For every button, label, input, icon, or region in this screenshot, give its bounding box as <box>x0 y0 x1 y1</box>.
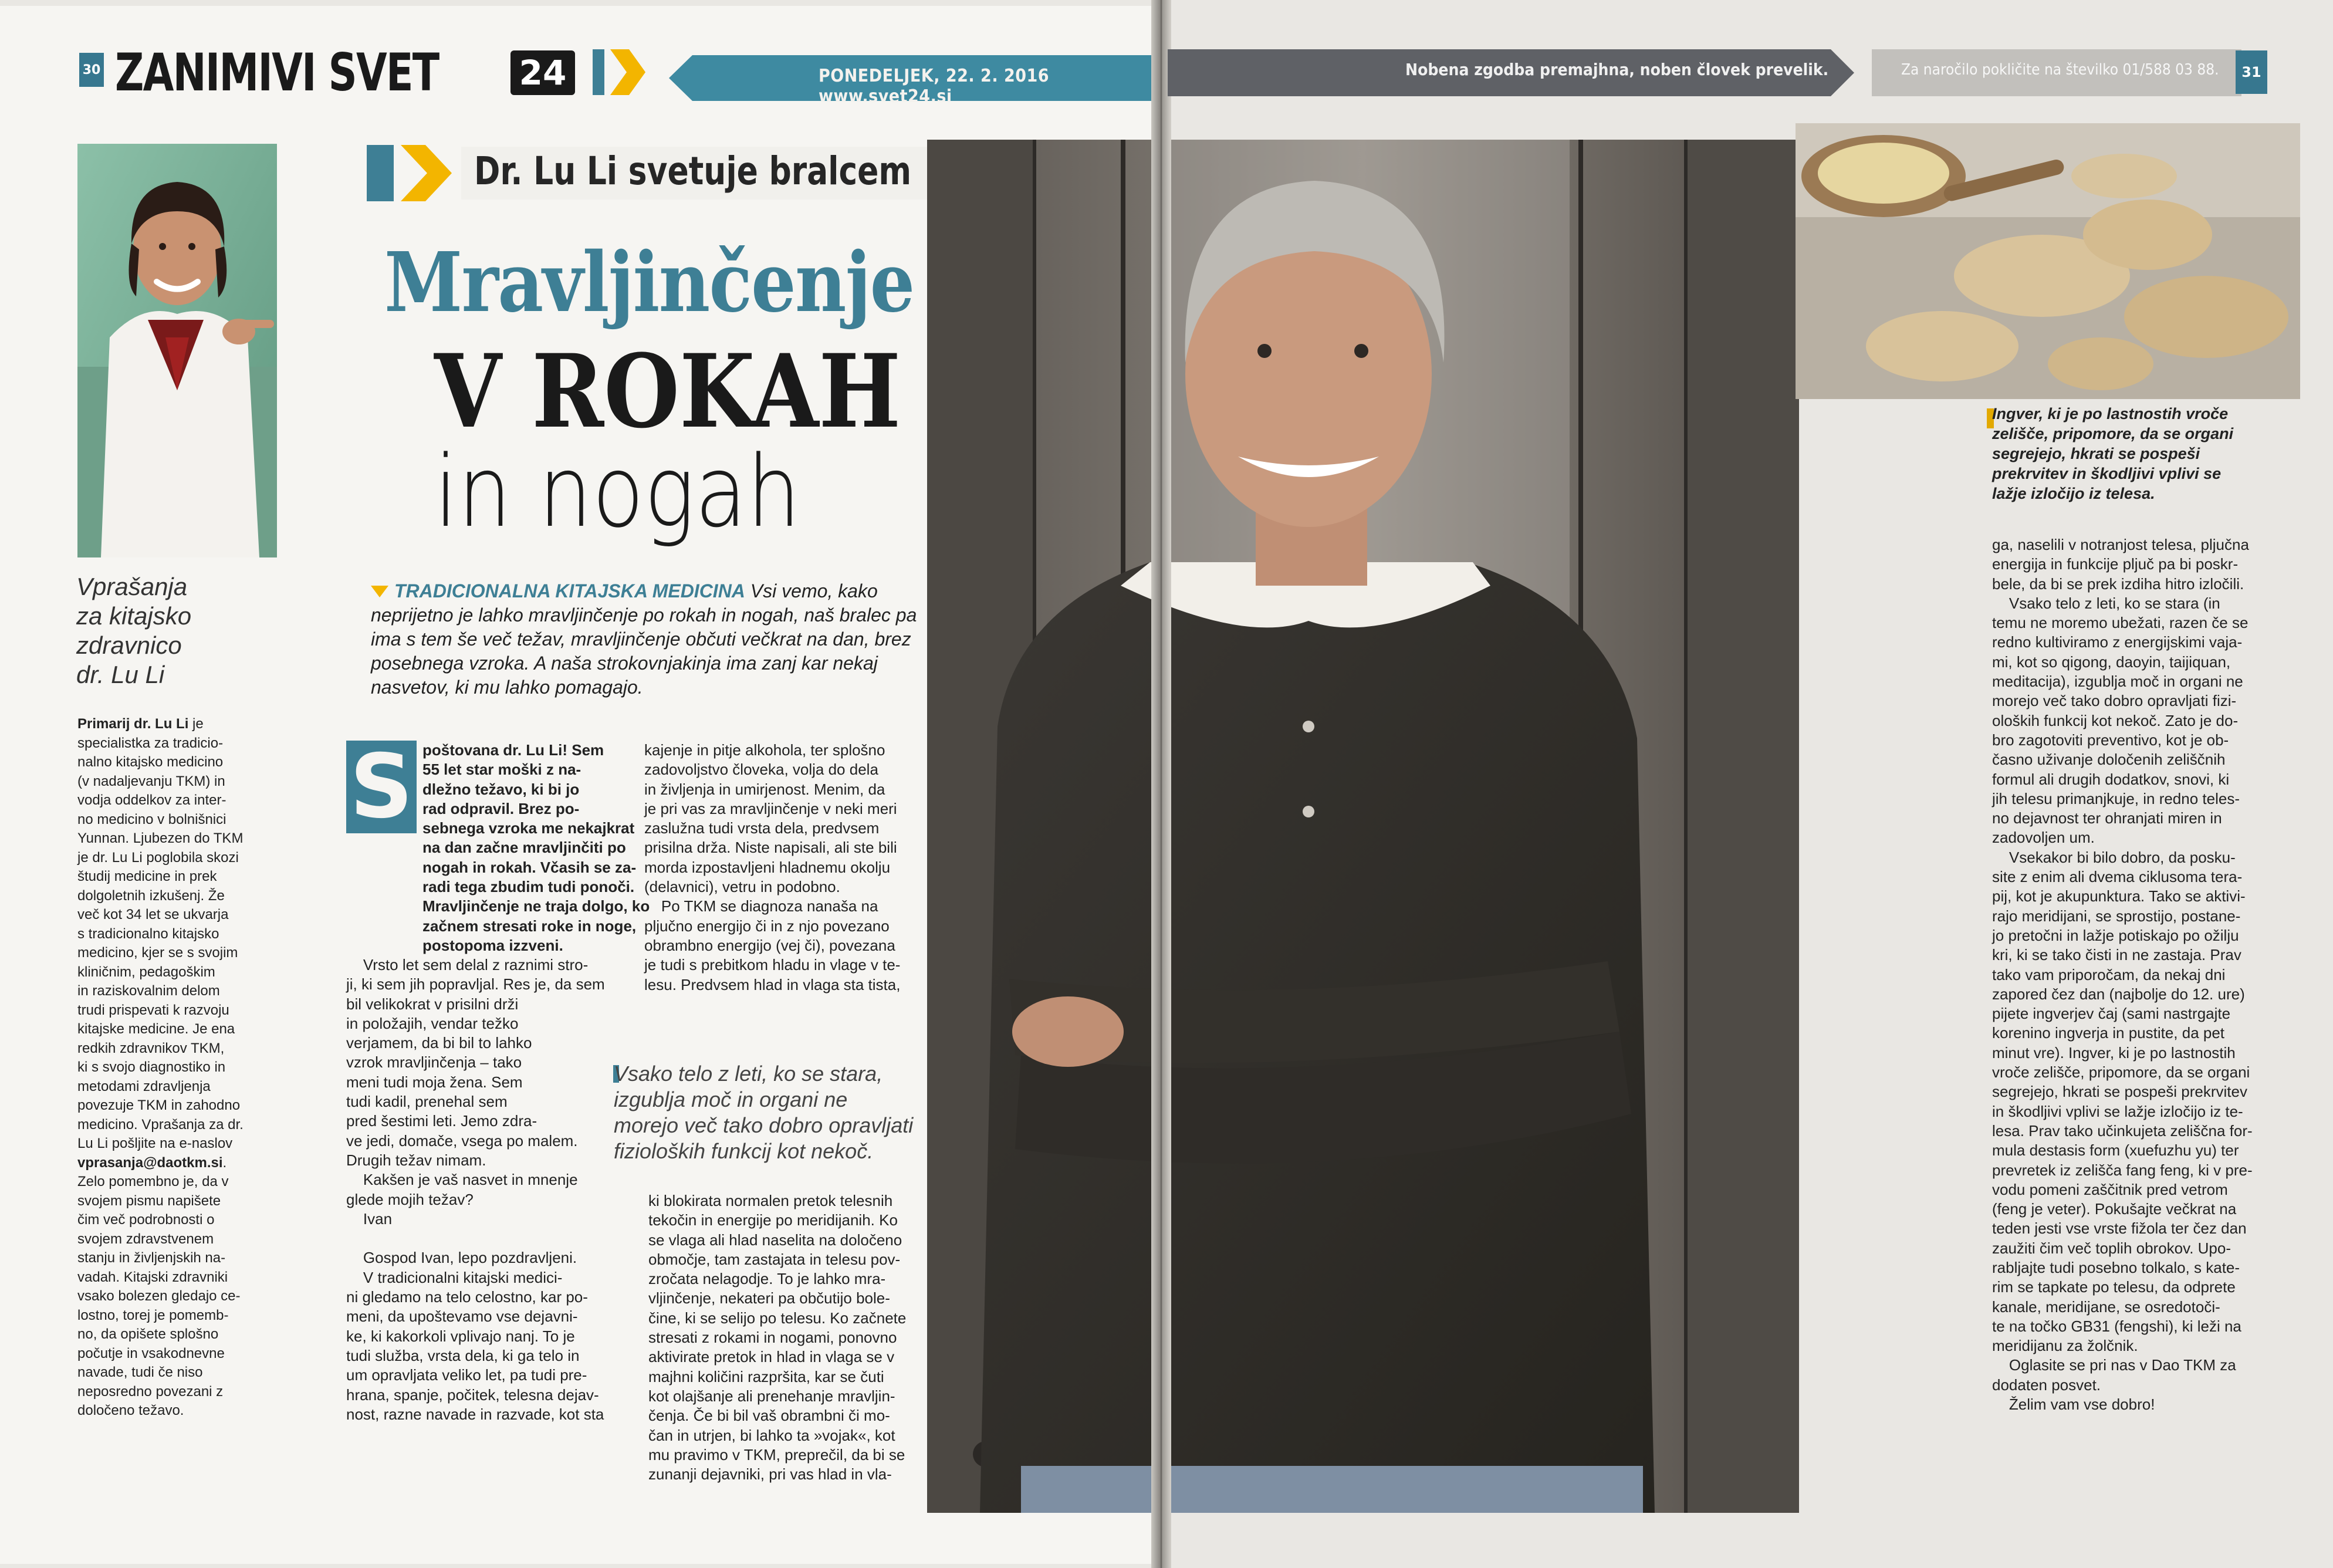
sidebar-heading-line: za kitajsko <box>76 602 192 630</box>
lead-tag: TRADICIONALNA KITAJSKA MEDICINA <box>394 580 745 601</box>
sidebar-heading-line: dr. Lu Li <box>76 661 165 688</box>
sidebar-bio <box>77 715 271 1421</box>
sidebar-bio-body: je specialistka za tradicio- nalno kitajsko medicino (v nadaljevanju TKM) in vodja oddelkov za inter- no medicino v bolnišnici Yunnan. Ljubezen do TKM je dr. Lu Li poglobila skozi študij medicine in prek dolgoletnih izkušenj. Že več kot 34 let se ukvarja s tradicionalno kitajsko medicino, kjer se s svojim kliničnim, pedagoškim in raziskovalnim delom trudi prispevati k razvoju kitajske medicine. Je ena redkih zdravnikov TKM, ki s svojo diagnostiko in metodami zdravljenja povezuje TKM in zahodno medicino. Vprašanja za dr. Lu Li pošljite na e-naslov <box>77 716 244 1151</box>
sidebar-heading-line: zdravnico <box>76 631 182 659</box>
svet24-logo: 24 <box>510 50 575 95</box>
kicker-chevron-icon <box>367 145 464 201</box>
column-2-top: kajenje in pitje alkohola, ter splošno zadovoljstvo človeka, volja do dela in življenja in umirjenost. Menim, da je pri vas za mravljinčenje v neki meri zaslužna tudi vrsta dela, predvsem prisilna drža. Niste napisali, ali ste bili morda izpostavljeni hladnemu okolju (delavnici), vetru in podobno. Po TKM se diagnoza nanaša na pljučno energijo či in z njo povezano obrambno energijo (vej či), povezana je tudi s prebitkom hladu in vlage v te- lesu. Predvsem hlad in vlaga sta tista, <box>644 741 901 993</box>
header-motto: Nobena zgodba premajhna, noben človek prevelik. <box>1405 60 1829 79</box>
ginger-photo <box>1796 123 2300 399</box>
page-number-left: 30 <box>79 53 104 87</box>
order-line: Za naročilo pokličite na številko 01/588 03 88. <box>1901 61 2219 79</box>
dateline: PONEDELJEK, 22. 2. 2016 www.svet24.si <box>819 66 1050 107</box>
pull-quote: Vsako telo z leti, ko se stara, izgublja moč in organi ne morejo več tako dobro opravljati fizioloških funkcij kot nekoč. <box>614 1062 914 1163</box>
kicker: Dr. Lu Li svetuje bralcem <box>474 148 912 194</box>
photo-caption: Ingver, ki je po lastnostih vroče zelišče, pripomore, da se organi segrejejo, hkrati se pospeši prekrvitev in škodljivi vplivi se lažje izločijo iz telesa. <box>1992 405 2234 502</box>
column-2-bottom: ki blokirata normalen pretok telesnih tekočin in energije po meridijanih. Ko se vlaga ali hlad naselita na določeno območje, tam zastajata in telesu pov- zročata nelagodje. To je lahko mra- vljinčenje, nekateri pa občutijo bole- čine, ki se selijo po telesu. Ko začnete stresati z rokami in nogami, ponovno aktivirate pretok in hlad in vlaga se v majhni količini razpršita, kar se čuti kot olajšanje ali prenehanje mravljin- čenja. Če bi bil vaš obrambni či mo- čan in utrjen, bi lahko ta »vojak«, kot mu pravimo v TKM, preprečil, da bi se zunanji dejavniki, pri vas hlad in vla- <box>648 1192 907 1483</box>
sidebar-heading <box>76 572 270 690</box>
lead-text: Vsi vemo, kako neprijetno je lahko mravljinčenje po rokah in nogah, naš bralec pa ima s tem še več težav, mravljinčenje občuti večkrat na dan, brez posebnega vzroka. A naša strokovnjakinja ima zanj kar nekaj nasvetov, ki mu lahko pomagajo. <box>371 580 917 698</box>
arrow-down-icon <box>371 586 388 597</box>
contact-email: vprasanja@daotkm.si <box>77 1154 223 1171</box>
section-title: ZANIMIVI SVET <box>115 42 439 103</box>
headline-line-1: Mravljinčenje <box>384 235 914 331</box>
letter-intro <box>422 741 650 955</box>
lead-paragraph <box>371 579 940 699</box>
sidebar-bio-body-2: . Zelo pomembno je, da v svojem pismu napišete čim več podrobnosti o svojem zdravstvenem stanju in življenjskih na- vadah. Kitajski zdravniki vsako bolezen gledajo ce- lostno, torej je pomemb- no, da opišete splošno počutje in vsakodnevne navade, tudi če niso neposredno povezani z določeno težavo. <box>77 1154 241 1418</box>
column-3: ga, naselili v notranjost telesa, pljučna energija in funkcije pljuč pa bi poskr- bele, da bi se prek izdiha hitro izločili. Vsako telo z leti, ko se stara (in temu ne moremo ubežati, razen če se redno kultiviramo z energijskimi vaja- mi, kot so qigong, daoyin, taijiquan, meditacija), izgublja moč in organi ne morejo več tako dobro opravljati fizi- oloških funkcij kot nekoč. Zato je do- bro zagotoviti preventivo, kot je ob- časno uživanje določenih zeliščnih formul ali drugih dodatkov, snovi, ki jih telesu primanjkuje, in redno teles- no dejavnost ter ohranjati miren in zadovoljen um. Vsekakor bi bilo dobro, da posku- site z enim ali dvema ciklusoma tera- pij, kot je akupunktura. Tako se aktivi- rajo meridijani, se sprostijo, postane- jo pretočni in lažje potiskajo po ožilju kri, ki se tako čisti in ne zastaja. Prav tako vam priporočam, da nekaj dni zapored čez dan (najbolje do 12. ure) pijete ingverjev čaj (sami nastrgajte korenino ingverja in pustite, da pet minut vre). Ingver, ki je po lastnostih vroče zelišče, pripomore, da se organi segrejejo, hkrati se pospeši prekrvitev in škodljivi vplivi se lažje izločijo iz te- lesa. Prav tako učinkujeta zeliščna for- mula destasis form (xuefuzhu yu) ter prevretek iz zelišča fang feng, ki v pre- vodu pomeni zaščitnik pred vetrom (feng je veter). Pokušajte večkrat na teden jesti vse vrste fižola ter čez dan zaužiti čim več toplih obrokov. Upo- rabljajte tudi posebno tolkalo, s kate- rim se tapkate po telesu, da odprete kanale, meridijane, se osredotoči- te na točko GB31 (fengshi), ki leži na meridijanu za žolčnik. Oglasite se pri nas v Dao TKM za dodaten posvet. Želim vam vse dobro! <box>1992 536 2253 1414</box>
column-1 <box>346 741 359 819</box>
headline-line-2: V ROKAH <box>434 332 901 451</box>
drop-cap: S <box>346 741 417 833</box>
letter-text: poštovana dr. Lu Li! Sem 55 let star moški z na- dležno težavo, ki bi jo rad odpravil. Brez po- sebnega vzroka me nekajkrat na dan začne mravljinčiti po nogah in rokah. Včasih se za- radi tega zbudim tudi ponoči. Mravljinčenje ne traja dolgo, ko začnem stresati roke in noge, postopoma izzveni. <box>422 741 650 954</box>
header-chevron-icon <box>593 49 657 95</box>
sidebar-bio-lead: Primarij dr. Lu Li <box>77 716 189 732</box>
doctor-portrait <box>77 144 277 557</box>
headline-line-3: in nogah <box>434 434 801 549</box>
sidebar-heading-line: Vprašanja <box>76 573 188 600</box>
page-number-right: 31 <box>2236 50 2267 94</box>
column-1-body: Vrsto let sem delal z raznimi stro- ji, ki sem jih popravljal. Res je, da sem bil velikokrat v prisilni drži in položajih, vendar težko verjamem, da bi bil to lahko vzrok mravljinčenja – tako meni tudi moja žena. Sem tudi kadil, prenehal sem pred šestimi leti. Jemo zdra- ve jedi, domače, vsega po malem. Drugih težav nimam. Kakšen je vaš nasvet in mnenje glede mojih težav? Ivan Gospod Ivan, lepo pozdravljeni. V tradicionalni kitajski medici- ni gledamo na telo celostno, kar po- meni, da upoštevamo vse dejavni- ke, ki kakorkoli vplivajo nanj. To je tudi služba, vrsta dela, ki ga telo in um opravljata veliko let, pa tudi pre- hrana, spanje, počitek, telesna dejav- nost, razne navade in razvade, kot sta <box>346 956 605 1423</box>
